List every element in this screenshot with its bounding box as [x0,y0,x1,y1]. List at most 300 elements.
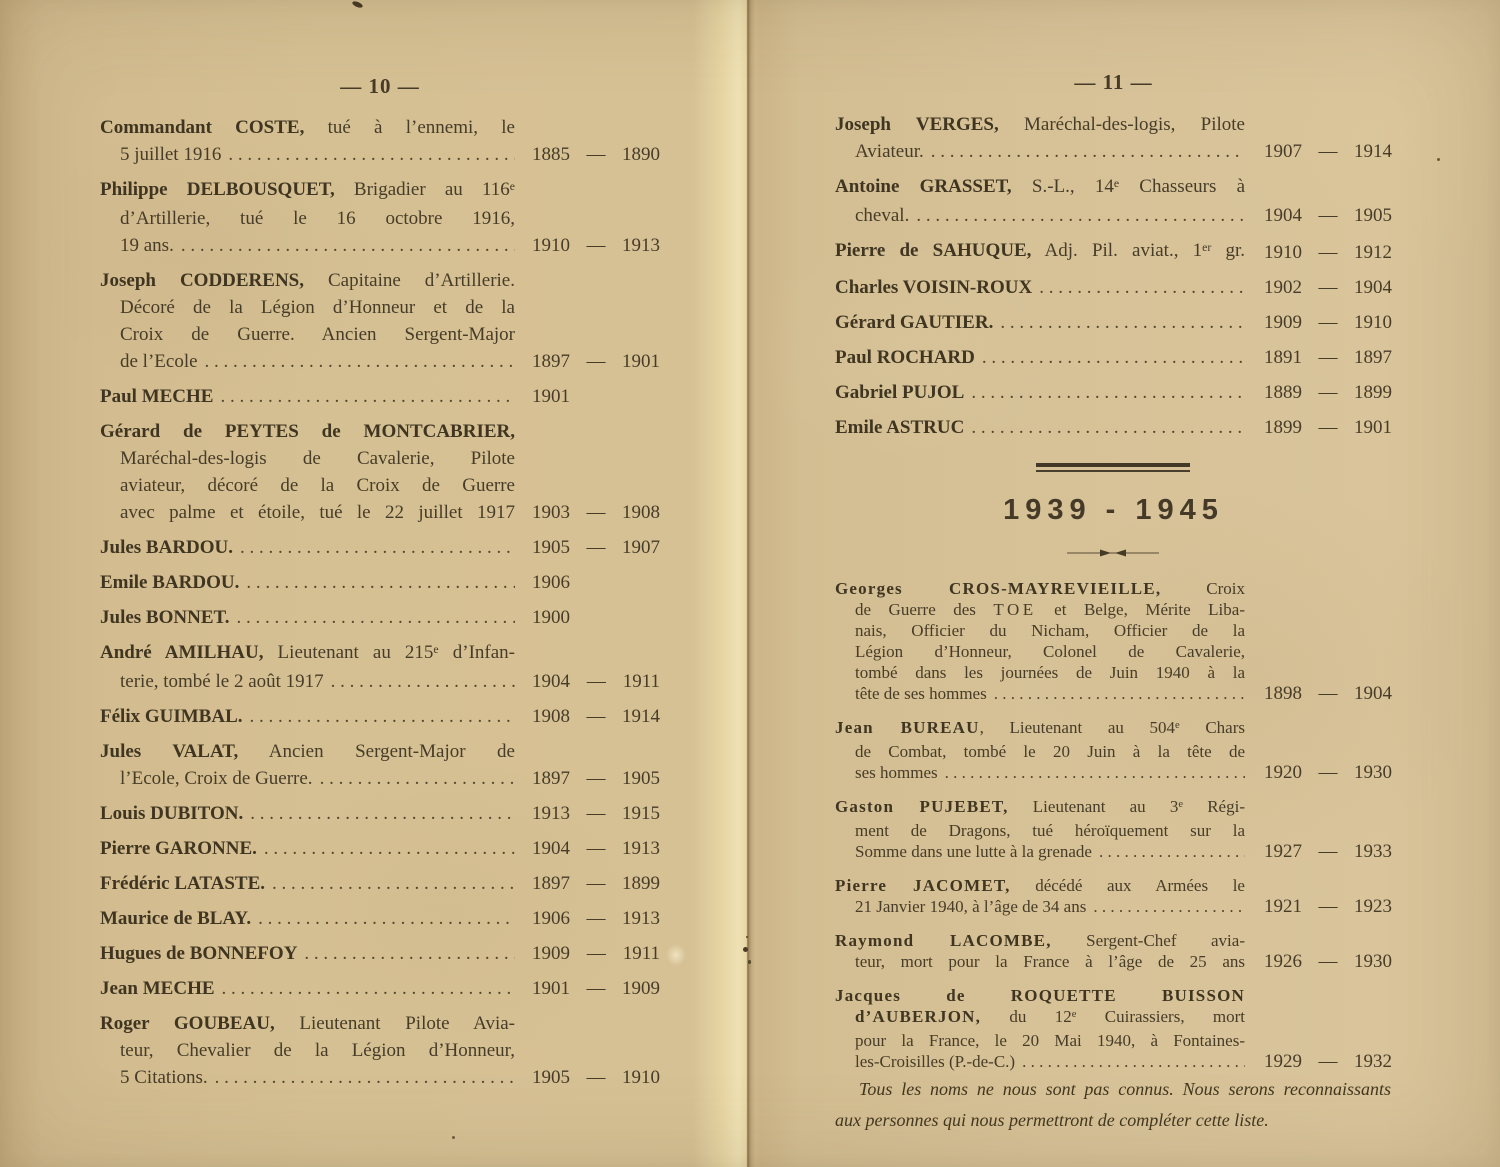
text-segment: 21 Janvier 1940, à l’âge de 34 ans [855,897,1087,916]
year-value: 1885 [532,144,570,165]
year-value: 1901 [622,351,660,372]
entry-text [835,274,1245,301]
text-segment: ses hommes [855,763,938,782]
entry-line-text [120,765,313,792]
year-value: 1908 [532,706,570,727]
text-segment: nais, Officier du Nicham, Officier de la [855,621,1245,640]
text-segment: 5 juillet 1916 [120,144,222,165]
entry-line-text [100,870,265,897]
year-value: 1929 [1264,1051,1302,1072]
entry-line-text [100,835,257,862]
entry-line-text [835,176,1245,197]
dot-leader [987,683,1245,704]
entry-text [835,414,1245,441]
entry-line [835,274,1245,301]
text-segment: cheval. [855,205,910,226]
footnote-line: Tous les noms ne nous sont pas connus. Nous serons reconnaissants [859,1079,1391,1099]
text-segment: du 12 [981,1007,1072,1026]
text-segment: tombé dans les journées de Juin 1940 à la [855,663,1245,682]
text-segment: d’Infan- [438,642,515,663]
entry-line-text [120,232,174,259]
memorial-entry [835,578,1392,704]
text-segment: e [433,642,439,656]
year-dash: — [1318,417,1338,438]
memorial-entry [100,267,660,375]
entry-line-text [855,642,1245,661]
dot-leader [198,348,515,375]
entry-years [1264,274,1392,301]
entry-line-text [100,270,515,291]
memorial-entry [100,940,660,967]
entry-line-text [855,600,1245,619]
text-segment: Pierre de SAHUQUE, [835,240,1032,261]
text-segment: d’Artillerie, tué le 16 octobre 1916, [120,208,515,229]
entry-years [1264,344,1392,371]
year-dash: — [586,235,606,256]
entry-years [1264,414,1392,441]
ink-speck [1437,158,1440,161]
year-dash: — [586,706,606,727]
ink-speck [351,0,363,8]
year-value: 1911 [622,943,660,964]
year-value: 1913 [622,235,660,256]
text-segment: Capitaine d’Artillerie. [304,270,515,291]
entry-line-text [855,841,1092,862]
text-segment: teur, Chevalier de la Légion d’Honneur, [120,1040,515,1061]
text-segment: Félix GUIMBAL. [100,706,243,727]
year-dash: — [586,803,606,824]
entry-line [100,905,515,932]
entry-line-text [120,141,221,168]
entry-text [100,835,515,862]
entry-line [100,940,515,967]
entry-line [835,414,1245,441]
entry-line-text [120,348,198,375]
text-segment: pour la France, le 20 Mai 1940, à Fontaines- [855,1031,1245,1050]
year-value: 1909 [1264,312,1302,333]
memorial-entry [100,604,660,631]
memorial-entry [835,274,1392,301]
dot-leader [251,905,515,932]
memorial-entry [835,379,1392,406]
text-segment: avec palme et étoile, tué le 22 juillet 1917 [120,502,515,523]
text-segment: Jules BARDOU. [100,537,234,558]
entry-line-text [855,742,1245,761]
paper-blemish [666,944,686,966]
year-value: 1902 [1264,277,1302,298]
entry-line [835,620,1245,641]
entry-line [100,205,515,232]
entry-line [100,321,515,348]
entry-line [100,604,515,631]
entry-line [835,202,1245,229]
year-value: 1901 [532,978,570,999]
entry-line [835,138,1245,165]
memorial-entry [835,796,1392,862]
year-value: 1905 [532,1067,570,1088]
year-value: 1926 [1264,951,1302,972]
dot-leader [243,800,515,827]
entry-text [835,111,1245,165]
entry-line-text [855,762,938,783]
entry-line-text [835,379,964,406]
entry-line-text [120,475,515,496]
year-value: 1906 [532,908,570,929]
entry-line [100,176,515,205]
entry-years [532,905,660,932]
year-dash: — [586,537,606,558]
memorial-list-left [100,114,660,1091]
entry-line [835,875,1245,896]
year-value: 1906 [532,572,570,593]
section-title: 1939 - 1945 [1003,494,1224,526]
text-segment: Régi- [1183,797,1245,816]
entry-line-text [835,986,1245,1005]
entry-line-text [120,1064,208,1091]
year-value: 1930 [1354,951,1392,972]
entry-text [100,703,515,730]
year-value: 1897 [532,768,570,789]
entry-text [835,930,1245,972]
entry-text [835,344,1245,371]
dot-leader [324,668,515,695]
entry-line-text [855,1007,1245,1026]
entry-years [532,975,660,1002]
text-segment: Gaston PUJEBET, [835,797,1009,816]
entry-line [835,930,1245,951]
entry-text [835,237,1245,266]
memorial-entry [835,930,1392,972]
entry-line [100,114,515,141]
section-divider-rule [1036,463,1190,472]
entry-line-text [835,718,1245,737]
year-value: 1904 [1354,277,1392,298]
text-segment: Lieutenant au 215 [263,642,434,663]
entry-line [100,499,515,526]
entry-line-text [835,240,1245,261]
entry-line-text [120,448,515,469]
year-value: 1913 [622,908,660,929]
text-segment: Chasseurs à [1119,176,1245,197]
year-value: 1921 [1264,896,1302,917]
memorial-entry [100,738,660,792]
text-segment: Emile ASTRUC [835,417,965,438]
dot-leader [1092,841,1245,862]
dot-leader [938,762,1245,783]
text-segment: Roger GOUBEAU, [100,1013,275,1034]
year-value: 1903 [532,502,570,523]
entry-line-text [120,208,515,229]
entry-years [532,141,660,168]
text-segment: Hugues de BONNEFOY [100,943,298,964]
year-dash: — [1318,205,1338,226]
year-dash: — [586,838,606,859]
entry-line-text [835,344,975,371]
memorial-entry [100,383,660,410]
entry-text [100,604,515,631]
year-value: 1915 [622,803,660,824]
year-dash: — [1318,1051,1338,1072]
entry-line-text [100,940,297,967]
year-value: 1913 [532,803,570,824]
memorial-entry [835,344,1392,371]
text-segment: Philippe DELBOUSQUET, [100,179,335,200]
entry-text [835,578,1245,704]
year-dash: — [1318,347,1338,368]
text-segment: Légion d’Honneur, Colonel de Cavalerie, [855,642,1245,661]
memorial-entry [835,309,1392,336]
year-value: 1904 [532,671,570,692]
year-value: 1901 [532,386,570,407]
memorial-entry [100,114,660,168]
entry-line-text [100,569,239,596]
entry-years [532,1064,660,1091]
entry-text [100,267,515,375]
memorial-entry [100,800,660,827]
text-segment: André AMILHAU, [100,642,264,663]
text-segment: e [509,179,515,193]
entry-text [100,176,515,259]
year-dash: — [586,502,606,523]
memorial-entry [835,111,1392,165]
dot-leader [993,309,1245,336]
entry-line [835,237,1245,266]
text-segment: Joseph VERGES, [835,114,999,135]
year-dash: — [586,144,606,165]
text-segment: de Combat, tombé le 20 Juin à la tête de [855,742,1245,761]
dot-leader [909,202,1245,229]
entry-line-text [120,297,515,318]
entry-line-text [855,683,987,704]
year-dash: — [1318,141,1338,162]
year-dash: — [586,768,606,789]
entry-line-text [100,703,243,730]
year-value: 1897 [1354,347,1392,368]
text-segment: Gabriel PUJOL [835,382,965,403]
entry-line [835,762,1245,783]
entry-line [835,599,1245,620]
entry-line [100,975,515,1002]
entry-line-text [835,309,993,336]
memorial-entry [835,717,1392,783]
text-segment: et Belge, Mérite Liba- [1036,600,1245,619]
text-segment: l’Ecole, Croix de Guerre. [120,768,313,789]
dot-leader [297,940,515,967]
year-value: 1905 [622,768,660,789]
year-dash: — [1318,762,1338,783]
entry-line-text [120,324,515,345]
text-segment: Frédéric LATASTE. [100,873,265,894]
entry-years [532,835,660,862]
dot-leader [174,232,515,259]
entry-years [532,940,660,967]
text-segment: e [1071,1009,1077,1021]
entry-years [1264,202,1392,229]
entry-line [835,951,1245,972]
year-dash: — [586,351,606,372]
year-value: 1932 [1354,1051,1392,1072]
year-value: 1899 [1264,417,1302,438]
text-segment: Sergent-Chef avia- [1051,931,1245,950]
memorial-entry [835,985,1392,1072]
text-segment: Maréchal-des-logis, Pilote [998,114,1245,135]
year-dash: — [586,908,606,929]
entry-line-text [855,1051,1015,1072]
text-segment: Ancien Sergent-Major de [238,741,515,762]
footnote-line: aux personnes qui nous permettront de compléter cette liste. [835,1110,1269,1130]
year-value: 1920 [1264,762,1302,783]
entry-line-text [100,975,215,1002]
entry-line-text [835,414,964,441]
year-value: 1889 [1264,382,1302,403]
entry-line [100,294,515,321]
text-segment: e [1178,799,1184,811]
year-value: 1904 [532,838,570,859]
entry-years [1264,309,1392,336]
entry-line [100,668,515,695]
entry-line [100,383,515,410]
entry-line [100,738,515,765]
ink-speck [743,947,748,952]
year-dash: — [586,978,606,999]
entry-line [835,896,1245,917]
memorial-entry [100,835,660,862]
entry-line [100,1037,515,1064]
year-value: 1910 [622,1067,660,1088]
entry-line [100,1064,515,1091]
memorial-entry [100,639,660,695]
entry-line [835,1006,1245,1030]
dot-leader [257,835,515,862]
year-value: 1909 [622,978,660,999]
year-dash: — [1318,242,1338,263]
entry-text [835,379,1245,406]
text-segment: Maurice de BLAY. [100,908,252,929]
text-segment: e [1175,720,1180,732]
text-segment: Décoré de la Légion d’Honneur et de la [120,297,515,318]
entry-line-text [855,621,1245,640]
year-dash: — [586,943,606,964]
year-dash: — [1318,896,1338,917]
text-segment: 5 Citations. [120,1067,208,1088]
entry-years [532,800,660,827]
entry-text [100,738,515,792]
entry-line [835,796,1245,820]
year-dash: — [586,671,606,692]
entry-text [100,534,515,561]
memorial-entry [100,534,660,561]
entry-line [100,835,515,862]
text-segment: tué à l’ennemi, le [304,117,515,138]
year-value: 1897 [532,351,570,372]
entry-line-text [835,114,1245,135]
entry-years [1264,951,1392,972]
entry-years [1264,379,1392,406]
entry-line-text [835,931,1245,950]
entry-line [835,379,1245,406]
entry-line-text [855,896,1086,917]
entry-text [100,870,515,897]
year-dash: — [1318,683,1338,704]
entry-years [532,870,660,897]
year-value: 1923 [1354,896,1392,917]
entry-line [100,141,515,168]
footnote [835,1074,1391,1136]
entry-years [532,348,660,375]
entry-line [835,662,1245,683]
text-segment: Maréchal-des-logis de Cavalerie, Pilote [120,448,515,469]
entry-text [100,800,515,827]
year-dash: — [1318,841,1338,862]
entry-years [532,604,660,631]
page-number-right: — 11 — [1074,70,1153,94]
entry-line-text [100,179,515,200]
entry-line-text [100,534,233,561]
page-number-left: — 10 — [340,74,420,98]
text-segment: Louis DUBITON. [100,803,244,824]
entry-line [100,800,515,827]
text-segment: Pierre JACOMET, [835,876,1011,895]
text-segment: décédé aux Armées le [1010,876,1245,895]
entry-years [532,499,660,526]
text-segment: Brigadier au 116 [334,179,510,200]
entry-line-text [100,1013,515,1034]
text-segment: gr. [1211,240,1245,261]
year-value: 1909 [532,943,570,964]
entry-years [532,534,660,561]
entry-line-text [100,117,515,138]
memorial-entry [100,703,660,730]
entry-line [835,173,1245,202]
entry-line-text [100,604,230,631]
text-segment: Cuirassiers, mort [1076,1007,1246,1026]
text-segment: e [1113,176,1120,190]
year-value: 1914 [622,706,660,727]
year-value: 1898 [1264,683,1302,704]
text-segment: Jacques de ROQUETTE BUISSON [835,986,1245,1005]
text-segment: Pierre GARONNE. [100,838,257,859]
ink-speck [452,1136,455,1139]
year-value: 1908 [622,502,660,523]
ink-speck [746,936,748,938]
dot-leader [265,870,515,897]
text-segment: 19 ans. [120,235,174,256]
entry-line-text [855,138,924,165]
dot-leader [1086,896,1245,917]
year-value: 1905 [532,537,570,558]
entry-line-text [835,579,1245,598]
entry-years [1264,896,1392,917]
text-segment: Chars [1179,718,1245,737]
entry-years [1264,683,1392,704]
year-value: 1907 [1264,141,1302,162]
year-value: 1890 [622,144,660,165]
dot-leader [239,569,515,596]
entry-years [532,703,660,730]
text-segment: Gérard GAUTIER. [835,312,994,333]
memorial-entry [100,569,660,596]
year-value: 1910 [1354,312,1392,333]
dot-leader [213,383,515,410]
text-segment: Jules VALAT, [100,741,239,762]
dot-leader [924,138,1245,165]
entry-line [100,870,515,897]
text-segment: Lieutenant Pilote Avia- [274,1013,515,1034]
year-value: 1900 [532,607,570,628]
year-value: 1897 [532,873,570,894]
text-segment: Joseph CODDERENS, [100,270,304,291]
year-value: 1905 [1354,205,1392,226]
